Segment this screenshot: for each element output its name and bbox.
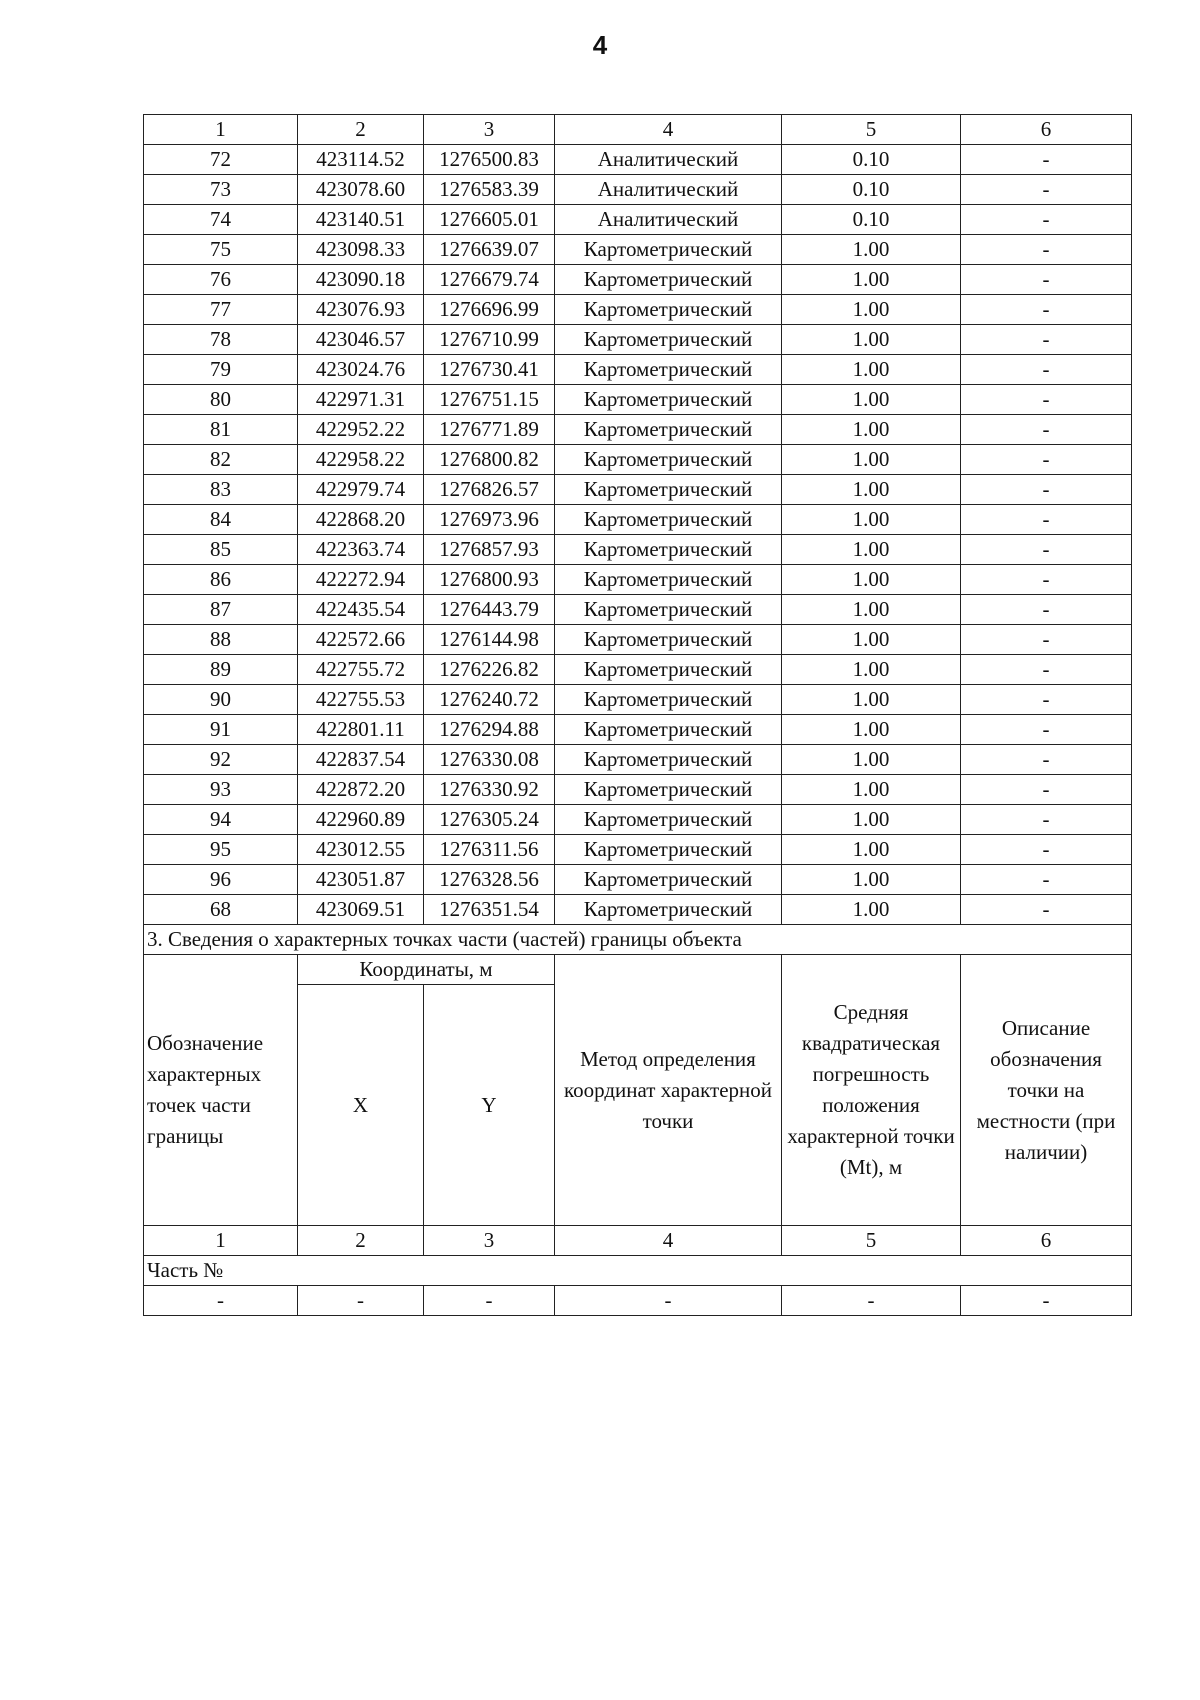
table-row	[144, 175, 1132, 205]
table-cell: 422958.22	[298, 445, 424, 475]
table-cell: 1.00	[782, 775, 961, 805]
header-method: Метод определения координат характерной точки	[555, 955, 782, 1226]
table-cell: -	[961, 865, 1132, 895]
table-cell: 422363.74	[298, 535, 424, 565]
part-label: Часть №	[144, 1256, 1132, 1286]
table-cell: -	[555, 1286, 782, 1316]
table-cell: 73	[144, 175, 298, 205]
table-cell: 1276240.72	[424, 685, 555, 715]
table-row	[144, 205, 1132, 235]
table-cell: 1.00	[782, 835, 961, 865]
table-cell: -	[961, 595, 1132, 625]
table-cell: 1276305.24	[424, 805, 555, 835]
table-cell: 423078.60	[298, 175, 424, 205]
table-cell: Картометрический	[555, 265, 782, 295]
table-cell: 1276800.82	[424, 445, 555, 475]
table-cell: Аналитический	[555, 205, 782, 235]
header-description: Описание обозначения точки на местности (при наличии)	[961, 955, 1132, 1226]
table-cell: -	[961, 505, 1132, 535]
table-cell: 94	[144, 805, 298, 835]
table-cell: 422801.11	[298, 715, 424, 745]
table-cell: 90	[144, 685, 298, 715]
table-cell: 1.00	[782, 295, 961, 325]
table-cell: -	[961, 295, 1132, 325]
table-cell: Картометрический	[555, 745, 782, 775]
table-row	[144, 745, 1132, 775]
table-cell: 1.00	[782, 745, 961, 775]
table-cell: -	[961, 265, 1132, 295]
table-cell: 1.00	[782, 805, 961, 835]
table-cell: 0.10	[782, 205, 961, 235]
table-cell: 422868.20	[298, 505, 424, 535]
table-cell: 1276330.92	[424, 775, 555, 805]
column-number: 5	[782, 115, 961, 145]
table-cell: 1276696.99	[424, 295, 555, 325]
table-cell: 1276294.88	[424, 715, 555, 745]
table-row	[144, 775, 1132, 805]
table-cell: -	[782, 1286, 961, 1316]
table-cell: 1.00	[782, 565, 961, 595]
table-cell: 1276973.96	[424, 505, 555, 535]
table-cell: Аналитический	[555, 145, 782, 175]
table-cell: Картометрический	[555, 355, 782, 385]
table-cell: 422971.31	[298, 385, 424, 415]
table-cell: Картометрический	[555, 895, 782, 925]
table-cell: 91	[144, 715, 298, 745]
table-cell: 1276583.39	[424, 175, 555, 205]
table-cell: -	[961, 685, 1132, 715]
table-cell: 422755.72	[298, 655, 424, 685]
table-cell: -	[961, 415, 1132, 445]
table-cell: 1276679.74	[424, 265, 555, 295]
table-cell: Картометрический	[555, 325, 782, 355]
table-cell: 423046.57	[298, 325, 424, 355]
table-cell: 1.00	[782, 355, 961, 385]
table-cell: -	[961, 895, 1132, 925]
table-cell: 422572.66	[298, 625, 424, 655]
table-cell: 423076.93	[298, 295, 424, 325]
table-row	[144, 295, 1132, 325]
table-row	[144, 325, 1132, 355]
table-cell: 87	[144, 595, 298, 625]
column-number: 6	[961, 1226, 1132, 1256]
table-cell: 1276857.93	[424, 535, 555, 565]
table-row	[144, 385, 1132, 415]
table-cell: 77	[144, 295, 298, 325]
table-cell: 93	[144, 775, 298, 805]
table-cell: 84	[144, 505, 298, 535]
table-cell: 1.00	[782, 445, 961, 475]
table-cell: Картометрический	[555, 805, 782, 835]
table-cell: -	[961, 775, 1132, 805]
table-row	[144, 475, 1132, 505]
table-cell: Картометрический	[555, 535, 782, 565]
table-cell: 423069.51	[298, 895, 424, 925]
table-cell: 1276771.89	[424, 415, 555, 445]
table-cell: 423012.55	[298, 835, 424, 865]
boundary-points-table	[143, 114, 1132, 1316]
column-number: 2	[298, 1226, 424, 1256]
table-cell: -	[961, 175, 1132, 205]
table-cell: 1.00	[782, 895, 961, 925]
table-cell: 422872.20	[298, 775, 424, 805]
table-cell: -	[961, 235, 1132, 265]
table-cell: 1.00	[782, 325, 961, 355]
table-row	[144, 535, 1132, 565]
column-number: 2	[298, 115, 424, 145]
table-cell: 423098.33	[298, 235, 424, 265]
table-cell: 0.10	[782, 145, 961, 175]
column-number: 4	[555, 1226, 782, 1256]
table-cell: Картометрический	[555, 475, 782, 505]
table-cell: 88	[144, 625, 298, 655]
column-number: 3	[424, 1226, 555, 1256]
table-cell: 422952.22	[298, 415, 424, 445]
table-cell: 89	[144, 655, 298, 685]
table-cell: 1276639.07	[424, 235, 555, 265]
table-cell: 422837.54	[298, 745, 424, 775]
table-cell: -	[961, 535, 1132, 565]
table-cell: 423024.76	[298, 355, 424, 385]
table-cell: 423090.18	[298, 265, 424, 295]
table-cell: 1.00	[782, 415, 961, 445]
table-row	[144, 235, 1132, 265]
table-cell: 1.00	[782, 265, 961, 295]
table-cell: -	[961, 715, 1132, 745]
table-row	[144, 145, 1132, 175]
table-row	[144, 595, 1132, 625]
table-row	[144, 625, 1132, 655]
header-y: Y	[424, 985, 555, 1226]
section-header-row	[144, 955, 1132, 985]
table-row	[144, 415, 1132, 445]
table-cell: -	[961, 805, 1132, 835]
table-cell: 74	[144, 205, 298, 235]
table-cell: -	[961, 445, 1132, 475]
table-cell: -	[298, 1286, 424, 1316]
table-cell: 1.00	[782, 475, 961, 505]
table-cell: 1.00	[782, 535, 961, 565]
table-cell: 1.00	[782, 655, 961, 685]
table-cell: 423140.51	[298, 205, 424, 235]
table-cell: 1.00	[782, 595, 961, 625]
table-cell: Картометрический	[555, 835, 782, 865]
table-cell: 83	[144, 475, 298, 505]
header-coordinates: Координаты, м	[298, 955, 555, 985]
table-cell: 1.00	[782, 685, 961, 715]
table-cell: 1276730.41	[424, 355, 555, 385]
table-cell: 1276800.93	[424, 565, 555, 595]
table-cell: 1.00	[782, 235, 961, 265]
column-number: 1	[144, 1226, 298, 1256]
table-cell: 1.00	[782, 625, 961, 655]
column-number: 4	[555, 115, 782, 145]
table-cell: -	[961, 1286, 1132, 1316]
table-cell: -	[961, 475, 1132, 505]
table-cell: -	[424, 1286, 555, 1316]
table-cell: -	[961, 625, 1132, 655]
table-row	[144, 565, 1132, 595]
table-cell: 0.10	[782, 175, 961, 205]
table-row	[144, 865, 1132, 895]
table-cell: -	[961, 325, 1132, 355]
table-cell: -	[961, 655, 1132, 685]
table-cell: 81	[144, 415, 298, 445]
table-cell: Картометрический	[555, 715, 782, 745]
table-cell: 86	[144, 565, 298, 595]
table-row	[144, 835, 1132, 865]
table-cell: Картометрический	[555, 625, 782, 655]
table-row	[144, 895, 1132, 925]
table-cell: Картометрический	[555, 775, 782, 805]
table-row	[144, 685, 1132, 715]
table-cell: 1.00	[782, 865, 961, 895]
table-cell: 423051.87	[298, 865, 424, 895]
table-row	[144, 505, 1132, 535]
table-cell: 1276328.56	[424, 865, 555, 895]
header-x: X	[298, 985, 424, 1226]
table-cell: Картометрический	[555, 655, 782, 685]
table-cell: 82	[144, 445, 298, 475]
table-cell: 79	[144, 355, 298, 385]
header-accuracy: Средняя квадратическая погрешность положения характерной точки (Mt), м	[782, 955, 961, 1226]
table-cell: 1.00	[782, 385, 961, 415]
table-cell: 1276751.15	[424, 385, 555, 415]
empty-part-row	[144, 1286, 1132, 1316]
table-cell: -	[961, 145, 1132, 175]
table-cell: 96	[144, 865, 298, 895]
table-cell: 1276351.54	[424, 895, 555, 925]
table-cell: Аналитический	[555, 175, 782, 205]
table-cell: 1276311.56	[424, 835, 555, 865]
table-cell: -	[961, 835, 1132, 865]
table-cell: 72	[144, 145, 298, 175]
table-cell: 1276500.83	[424, 145, 555, 175]
table-cell: -	[144, 1286, 298, 1316]
table-cell: 76	[144, 265, 298, 295]
section-title: 3. Сведения о характерных точках части (частей) границы объекта	[144, 925, 1132, 955]
table-cell: 1276826.57	[424, 475, 555, 505]
table-cell: Картометрический	[555, 415, 782, 445]
table-row	[144, 355, 1132, 385]
table-cell: -	[961, 385, 1132, 415]
table-cell: 1276443.79	[424, 595, 555, 625]
table-row	[144, 445, 1132, 475]
table-cell: 422272.94	[298, 565, 424, 595]
table-cell: Картометрический	[555, 445, 782, 475]
column-number: 3	[424, 115, 555, 145]
table-cell: 422435.54	[298, 595, 424, 625]
table-cell: -	[961, 745, 1132, 775]
table-cell: 92	[144, 745, 298, 775]
points-table-body	[144, 115, 1132, 925]
table-cell: 422960.89	[298, 805, 424, 835]
table-cell: 1276144.98	[424, 625, 555, 655]
column-number: 6	[961, 115, 1132, 145]
page-number: 4	[592, 30, 608, 60]
section-column-number-row	[144, 1226, 1132, 1256]
table-cell: Картометрический	[555, 565, 782, 595]
column-number: 1	[144, 115, 298, 145]
table-cell: 422979.74	[298, 475, 424, 505]
column-number-row	[144, 115, 1132, 145]
table-cell: Картометрический	[555, 595, 782, 625]
table-cell: 422755.53	[298, 685, 424, 715]
section-title-row	[144, 925, 1132, 955]
table-cell: 1276330.08	[424, 745, 555, 775]
table-cell: 95	[144, 835, 298, 865]
table-cell: Картометрический	[555, 505, 782, 535]
table-cell: 1.00	[782, 505, 961, 535]
table-cell: 423114.52	[298, 145, 424, 175]
table-cell: 68	[144, 895, 298, 925]
table-cell: 1276605.01	[424, 205, 555, 235]
table-row	[144, 655, 1132, 685]
table-cell: 1276710.99	[424, 325, 555, 355]
table-cell: Картометрический	[555, 385, 782, 415]
table-cell: 1276226.82	[424, 655, 555, 685]
table-cell: -	[961, 565, 1132, 595]
table-cell: Картометрический	[555, 235, 782, 265]
header-designation: Обозначение характерных точек части границы	[144, 955, 298, 1226]
section3-body	[144, 925, 1132, 1316]
table-cell: 1.00	[782, 715, 961, 745]
table-cell: Картометрический	[555, 685, 782, 715]
table-cell: Картометрический	[555, 865, 782, 895]
table-cell: Картометрический	[555, 295, 782, 325]
table-cell: -	[961, 355, 1132, 385]
table-row	[144, 805, 1132, 835]
table-cell: 85	[144, 535, 298, 565]
table-cell: 75	[144, 235, 298, 265]
table-cell: -	[961, 205, 1132, 235]
part-label-row	[144, 1256, 1132, 1286]
column-number: 5	[782, 1226, 961, 1256]
table-cell: 78	[144, 325, 298, 355]
table-row	[144, 715, 1132, 745]
table-row	[144, 265, 1132, 295]
table-cell: 80	[144, 385, 298, 415]
